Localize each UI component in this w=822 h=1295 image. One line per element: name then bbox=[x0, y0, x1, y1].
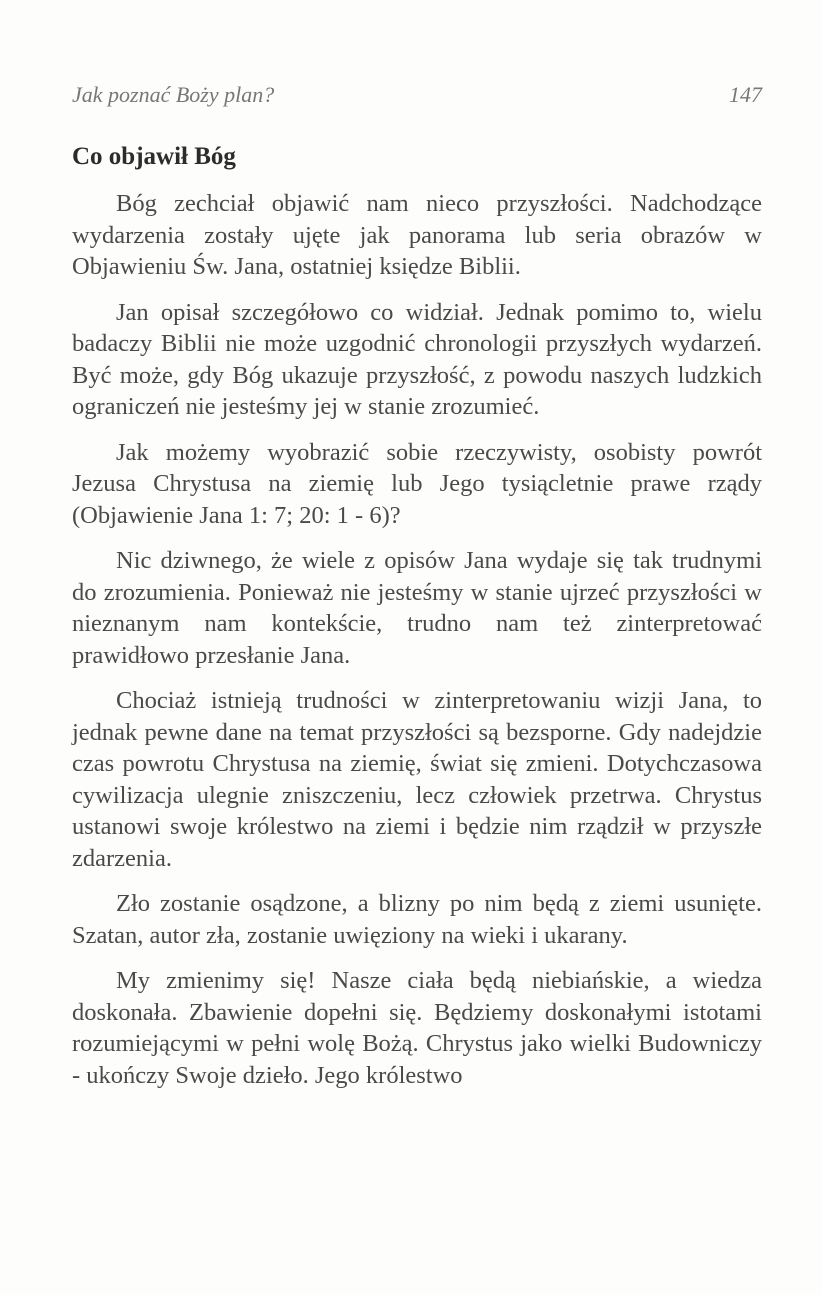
paragraph-5: Chociaż istnieją trudności w zinterpretowaniu wizji Jana, to jednak pewne dane na temat przyszłości są bezsporne. Gdy nadejdzie czas powrotu Chrystusa na ziemię, świat się zmieni. Dotychczasowa cywilizacja ulegnie zniszczeniu, lecz człowiek przetrwa. Chrystus ustanowi swoje królestwo na ziemi i będzie nim rządził w przyszłe zdarzenia. bbox=[72, 687, 762, 872]
paragraph-6: Zło zostanie osądzone, a blizny po nim będą z ziemi usunięte. Szatan, autor zła, zostanie uwięziony na wieki i ukarany. bbox=[72, 890, 762, 949]
page-number: 147 bbox=[729, 82, 762, 107]
paragraph-3: Jak możemy wyobrazić sobie rzeczywisty, osobisty powrót Jezusa Chrystusa na ziemię lub Jego tysiącletnie prawe rządy (Objawienie Jana 1: 7; 20: 1 - 6)? bbox=[72, 438, 762, 529]
running-title: Jak poznać Boży plan? bbox=[72, 82, 275, 107]
paragraph-7: My zmienimy się! Nasze ciała będą niebiańskie, a wiedza doskonała. Zbawienie dopełni się. Będziemy doskonałymi istotami rozumiejącymi w pełni wolę Bożą. Chrystus jako wielki Budowniczy - ukończy Swoje dzieło. Jego królestwo bbox=[72, 967, 762, 1089]
paragraph-1: Bóg zechciał objawić nam nieco przyszłości. Nadchodzące wydarzenia zostały ujęte jak panorama lub seria obrazów w Objawieniu Św. Jana, ostatniej księdze Biblii. bbox=[72, 190, 762, 280]
paragraph-2: Jan opisał szczegółowo co widział. Jednak pomimo to, wielu badaczy Biblii nie może uzgodnić chronologii przyszłych wydarzeń. Być może, gdy Bóg ukazuje przyszłość, z powodu naszych ludzkich ograniczeń nie jesteśmy jej w stanie zrozumieć. bbox=[72, 298, 762, 420]
running-header bbox=[72, 82, 762, 112]
paragraph-4: Nic dziwnego, że wiele z opisów Jana wydaje się tak trudnymi do zrozumienia. Ponieważ nie jesteśmy w stanie ujrzeć przyszłości w nieznanym nam kontekście, trudno nam też zinterpretować prawidłowo przesłanie Jana. bbox=[72, 547, 762, 669]
section-title: Co objawił Bóg bbox=[72, 143, 236, 170]
page-content bbox=[72, 140, 762, 1105]
